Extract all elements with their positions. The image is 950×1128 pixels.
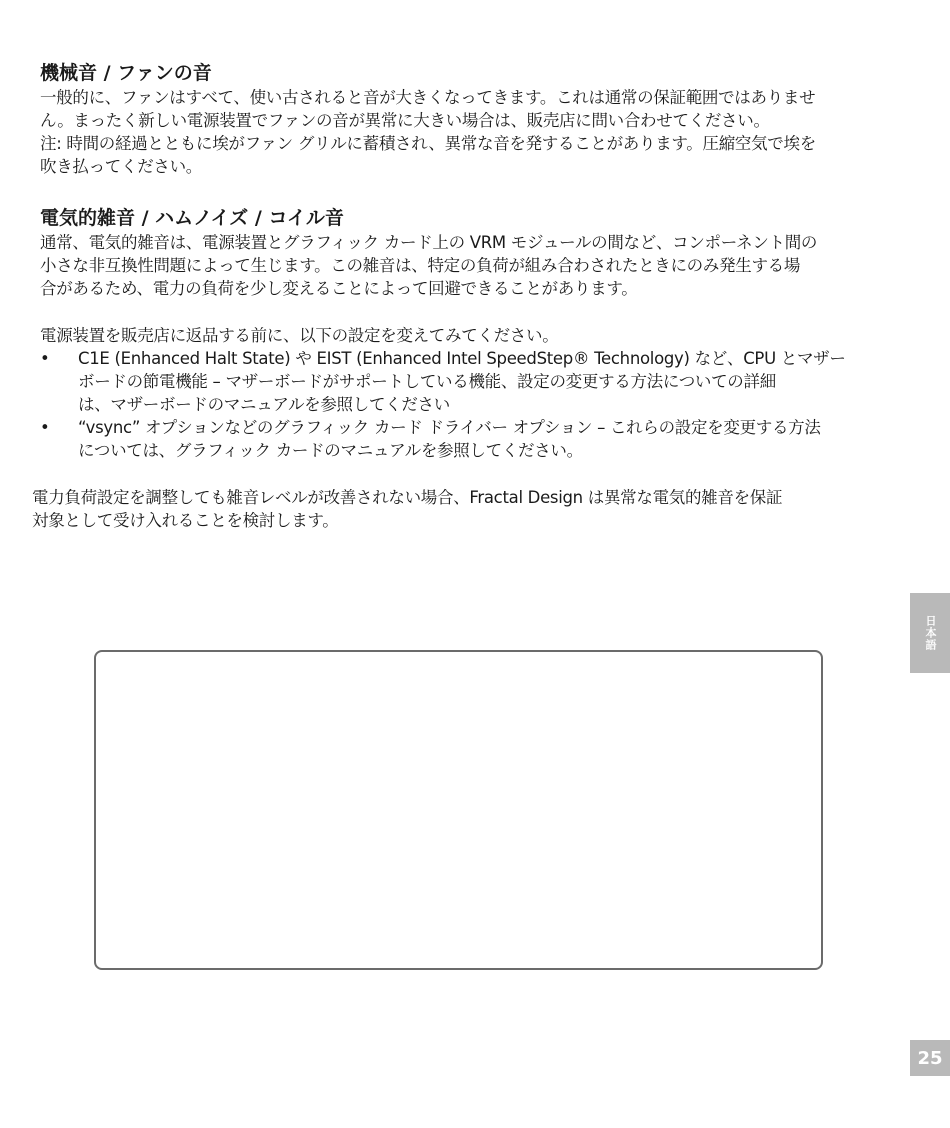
language-tab (910, 593, 950, 673)
electrical-noise-paragraph (40, 231, 890, 300)
paragraph-line: ん。まったく新しい電源装置でファンの音が異常に大きい場合は、販売店に問い合わせてください。 (40, 111, 770, 130)
section-title-mechanical-noise: 機械音 / ファンの音 (40, 62, 212, 84)
paragraph-line: 一般的に、ファンはすべて、使い古されると音が大きくなってきます。これは通常の保証範囲ではありませ (40, 88, 816, 107)
fan-noise-paragraph (40, 86, 890, 132)
paragraph-line: 電力負荷設定を調整しても雑音レベルが改善されない場合、Fractal Design は異常な電気的雑音を保証 (32, 488, 783, 507)
bullet-dot: • (40, 349, 50, 368)
language-tab-label: 日本語 (924, 615, 937, 651)
bullet-line: は、マザーボードのマニュアルを参照してください (78, 395, 450, 414)
bullet-dot: • (40, 418, 50, 437)
settings-bullet-list (40, 347, 890, 462)
closing-paragraph (32, 486, 890, 532)
settings-intro (40, 324, 890, 347)
bullet-line: “vsync” オプションなどのグラフィック カード ドライバー オプション – これらの設定を変更する方法 (78, 418, 821, 437)
paragraph-line: 対象として受け入れることを検討します。 (32, 511, 339, 530)
bullet-line: C1E (Enhanced Halt State) や EIST (Enhanced Intel SpeedStep® Technology) など、CPU とマザー (78, 349, 846, 368)
section-title-electrical-noise: 電気的雑音 / ハムノイズ / コイル音 (40, 207, 344, 229)
dust-note-paragraph (40, 132, 890, 178)
bullet-line: ボードの節電機能 – マザーボードがサポートしている機能、設定の変更する方法についての詳細 (78, 372, 776, 391)
paragraph-line: 吹き払ってください。 (40, 157, 203, 176)
page-number-badge (910, 1040, 950, 1076)
bullet-line: については、グラフィック カードのマニュアルを参照してください。 (78, 441, 583, 460)
bullet-item-vsync (40, 416, 890, 462)
paragraph-line: 小さな非互換性問題によって生じます。この雑音は、特定の負荷が組み合わされたときにのみ発生する場 (40, 256, 801, 275)
paragraph-line: 注: 時間の経過とともに埃がファン グリルに蓄積され、異常な音を発することがあります。圧縮空気で埃を (40, 134, 816, 153)
paragraph-line: 合があるため、電力の負荷を少し変えることによって回避できることがあります。 (40, 279, 638, 298)
paragraph-line: 電源装置を販売店に返品する前に、以下の設定を変えてみてください。 (40, 326, 559, 345)
page-content (32, 60, 890, 532)
paragraph-line: 通常、電気的雑音は、電源装置とグラフィック カード上の VRM モジュールの間など、コンポーネント間の (40, 233, 818, 252)
bullet-item-power-saving (40, 347, 890, 416)
page-number: 25 (917, 1047, 943, 1069)
empty-notes-box (94, 650, 823, 970)
